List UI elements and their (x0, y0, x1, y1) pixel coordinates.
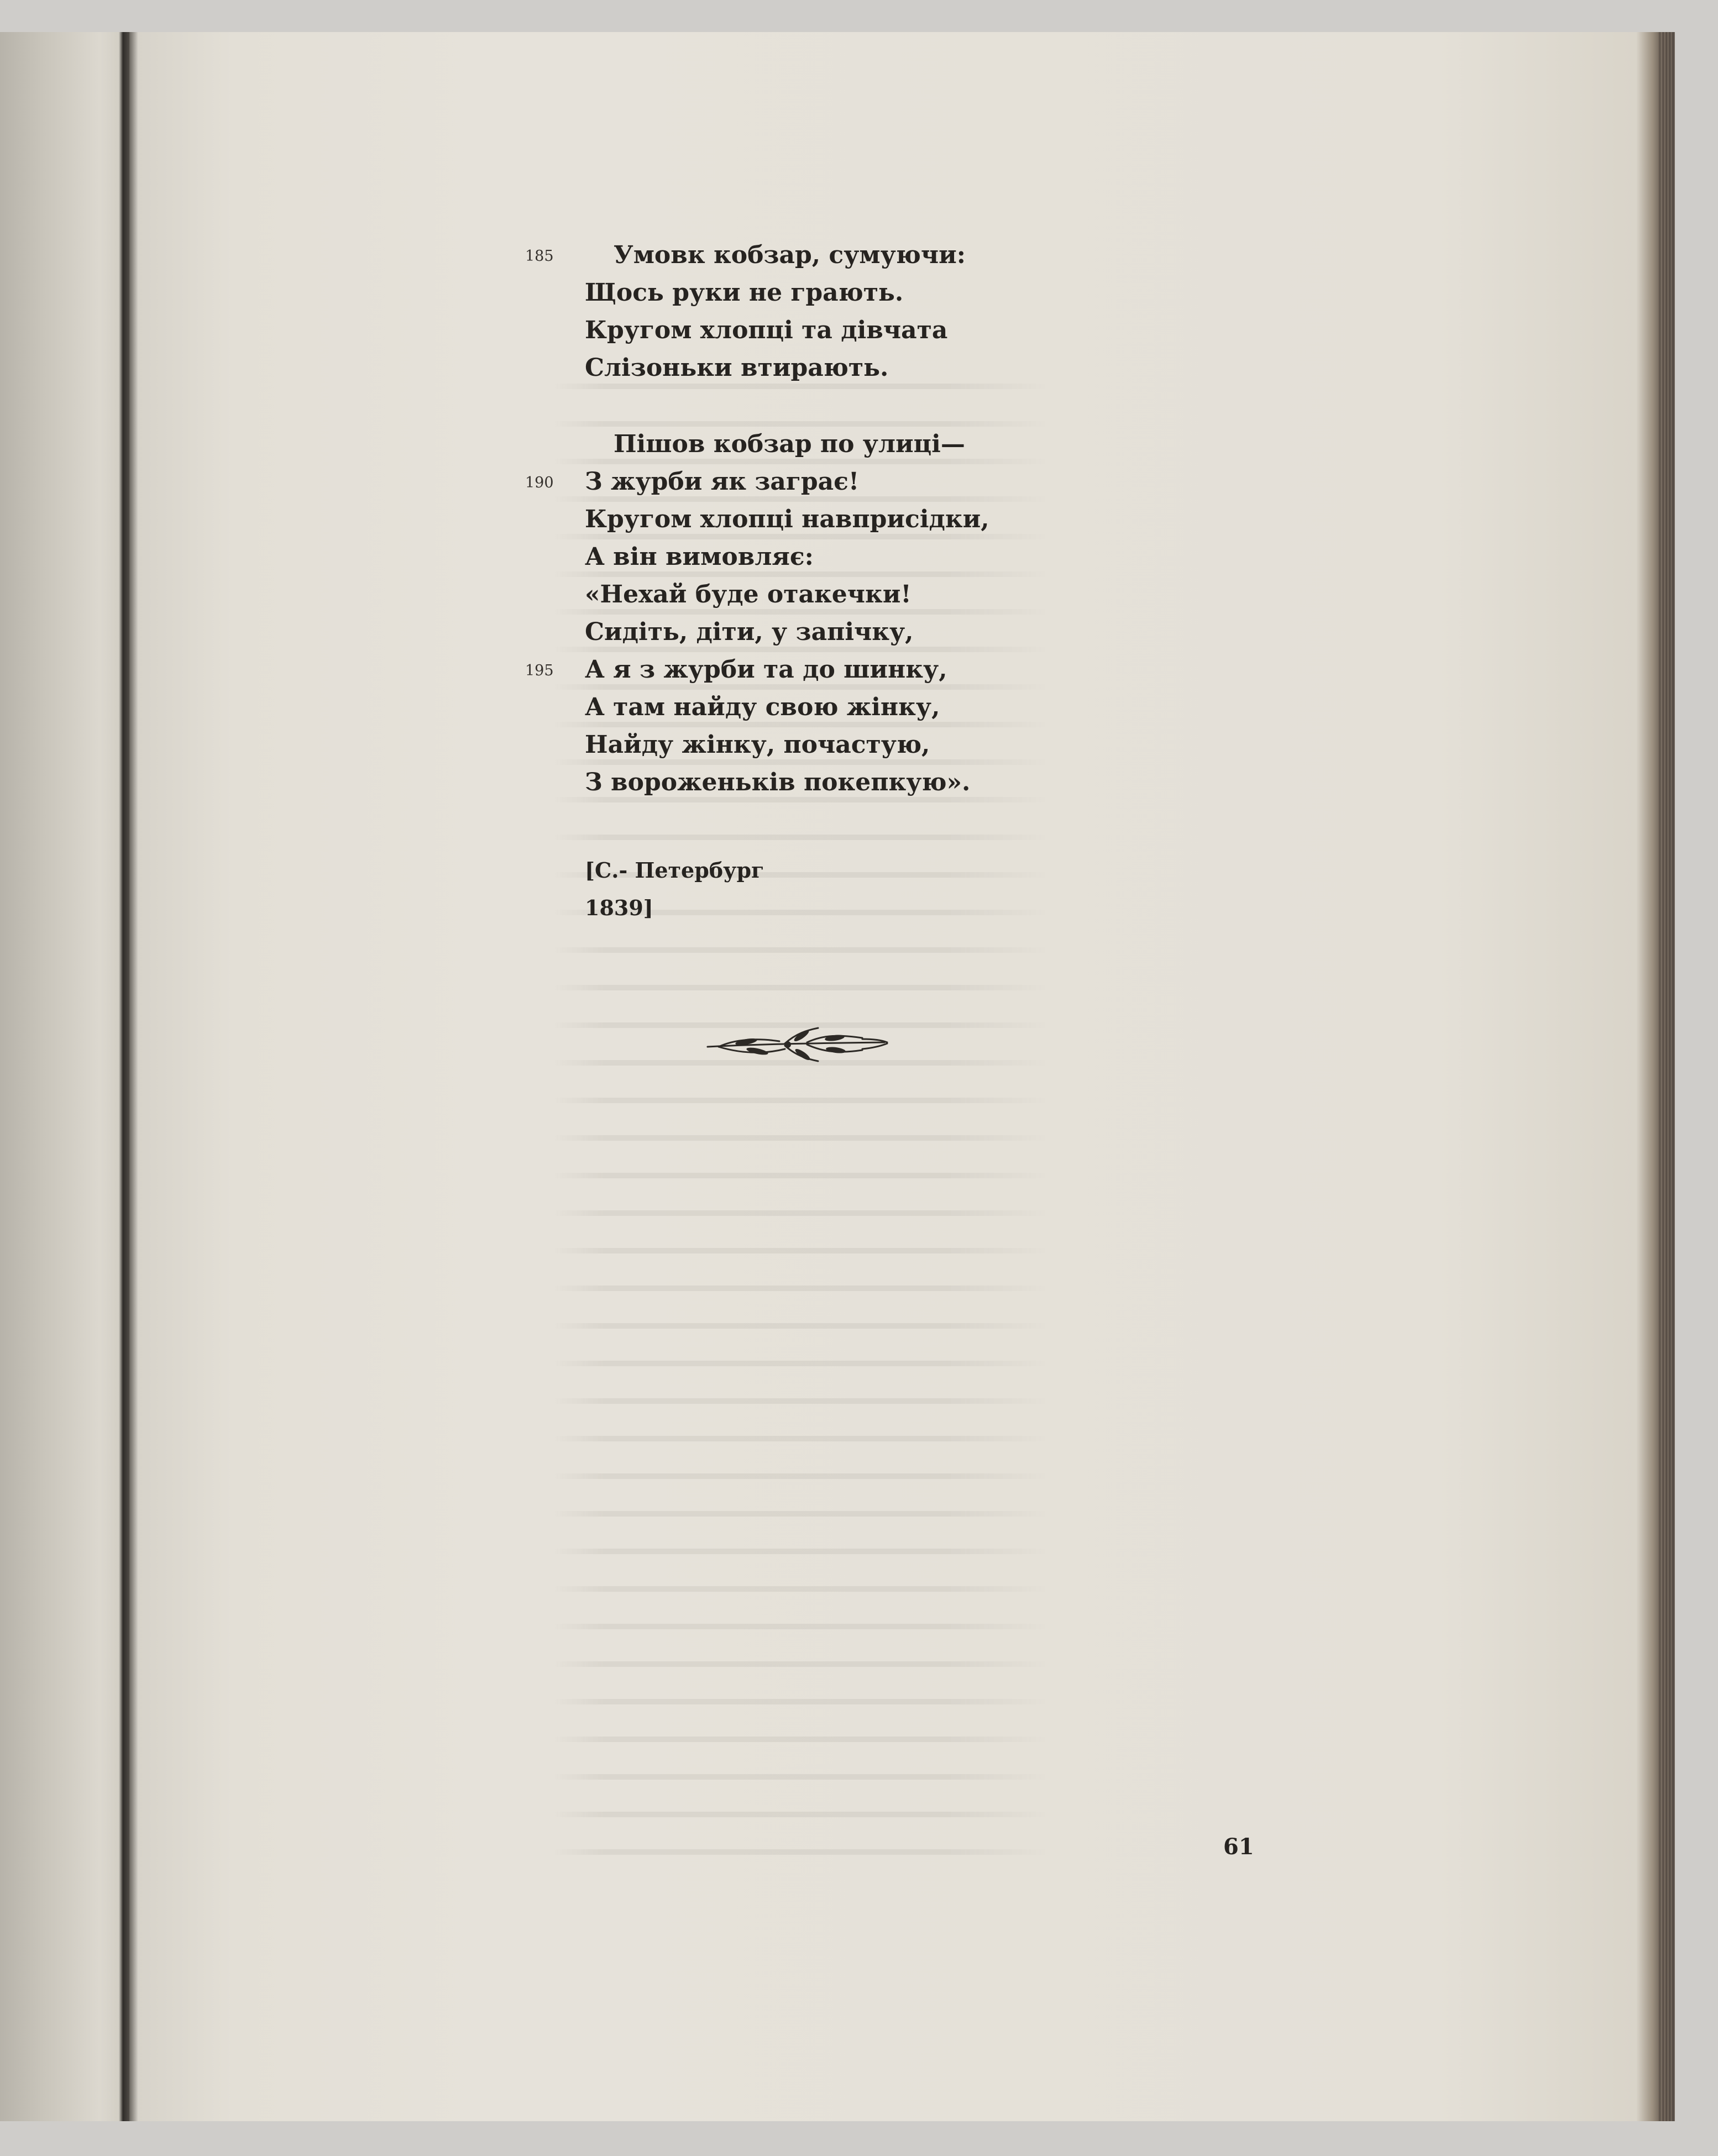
verse-line: Умовк кобзар, сумуючи: (614, 241, 966, 269)
verse-line: А він вимовляє: (585, 543, 814, 571)
verse-line: «Нехай буде отакечки! (585, 580, 912, 608)
verse-line: Пішов кобзар по улиці— (614, 430, 965, 458)
verse-line: Кругом хлопці навприсідки, (585, 505, 989, 533)
place-of-writing: [С.- Петербург (585, 858, 764, 883)
line-number: 185 (525, 248, 554, 265)
line-number: 190 (525, 474, 554, 491)
verse-line: Кругом хлопці та дівчата (585, 316, 948, 344)
year-of-writing: 1839] (585, 895, 653, 920)
page-gutter (123, 32, 129, 2121)
verse-line: Сидіть, діти, у запічку, (585, 618, 914, 646)
verse-line: З журби як заграє! (585, 468, 860, 496)
page-edge (1658, 32, 1675, 2121)
verse-line: З вороженьків покепкую». (585, 768, 971, 796)
verse-line: Найду жінку, почастую, (585, 731, 930, 759)
verse-line: А я з журби та до шинку, (585, 655, 947, 684)
verse-line: А там найду свою жінку, (585, 693, 940, 721)
verse-line: Слізоньки втирають. (585, 354, 889, 382)
verse-line: Щось руки не грають. (585, 279, 904, 307)
page-number: 61 (1223, 1834, 1254, 1860)
line-number: 195 (525, 662, 554, 679)
laurel-branch-ornament-icon (696, 1022, 895, 1067)
